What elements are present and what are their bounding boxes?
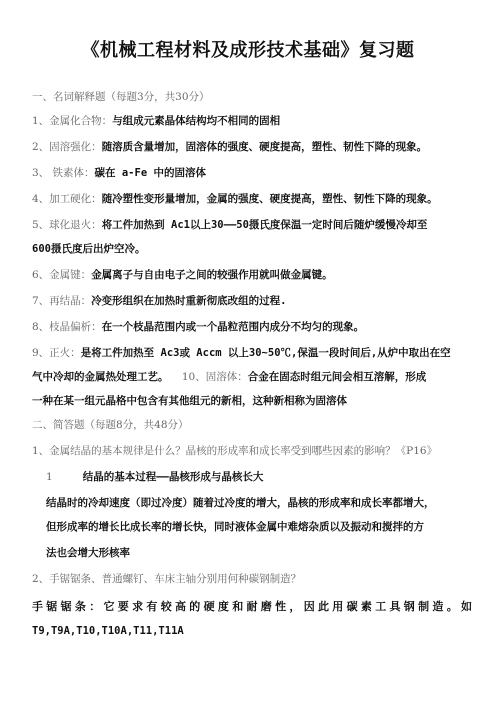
- section-heading-short-answer: 二、简答题（每题8分，共48分）: [32, 419, 189, 431]
- answer-1-heading: [32, 470, 472, 484]
- question-2: 2、手锯锯条、普通螺钉、车床主轴分别用何种碳钢制造？: [32, 573, 302, 585]
- definition-label: 9、正火：: [32, 347, 81, 359]
- definition-text: 与组成元素晶体结构均不相同的固相: [112, 115, 281, 127]
- definition-text: 合金在固态时组元间会相互溶解，形成: [247, 371, 427, 383]
- definition-item: [32, 140, 472, 154]
- definition-text: 冷变形组织在加热时重新彻底改组的过程.: [91, 295, 287, 307]
- definition-label: 2、固溶强化：: [32, 141, 102, 153]
- definition-text: 随冷塑性变形量增加，金属的强度、硬度提高，塑性、韧性下降的现象。: [101, 193, 438, 205]
- definition-label: 6、金属键：: [32, 269, 92, 281]
- definition-label: 10、固溶体：: [181, 371, 248, 383]
- definition-text-cont: 气中冷却的金属热处理工艺。: [32, 371, 169, 383]
- answer-2-text: T9,T9A,T10,T10A,T11,T11A: [32, 625, 184, 637]
- definition-item: [32, 294, 472, 308]
- answer-number: 1: [46, 471, 53, 483]
- definition-label: 1、金属化合物：: [32, 115, 113, 127]
- document-title: 《机械工程材料及成形技术基础》复习题: [81, 40, 415, 61]
- answer-1-head-text: 结晶的基本过程——晶核形成与晶核长大: [82, 471, 264, 483]
- answer-1-line: [46, 496, 472, 510]
- answer-2-text: 手锯锯条：它要求有较高的硬度和耐磨性，因此用碳素工具钢制造。如: [32, 600, 472, 613]
- definition-label: 3、 铁素体：: [32, 167, 95, 179]
- definition-continuation: [32, 242, 472, 256]
- answer-2-line: [32, 600, 472, 614]
- definition-text: 在一个枝晶范围内或一个晶粒范围内成分不均匀的现象。: [101, 321, 365, 333]
- definition-continuation: [32, 394, 472, 408]
- answer-1-line: [46, 520, 472, 534]
- definition-text: 碳在 a-Fe 中的固溶体: [94, 167, 206, 179]
- definition-text: 随溶质含量增加，固溶体的强度、硬度提高，塑性、韧性下降的现象。: [101, 141, 428, 153]
- answer-1-line: [46, 546, 472, 560]
- definition-item: [32, 166, 472, 180]
- definition-text-cont: 600摄氏度后出炉空冷。: [32, 243, 146, 255]
- answer-1-text: 但形成率的增长比成长率的增长快，同时液体金属中难熔杂质以及振动和搅拌的方: [46, 521, 424, 533]
- section-heading-definitions: 一、名词解释题（每题3分，共30分）: [32, 91, 210, 103]
- definition-continuation: [32, 370, 472, 384]
- definition-label: 8、枝晶偏析：: [32, 321, 102, 333]
- definition-item: [32, 268, 472, 282]
- definition-item: [32, 320, 472, 334]
- question-1: 1、金属结晶的基本规律是什么？晶核的形成率和成长率受到哪些因素的影响？《P16》: [32, 445, 438, 457]
- definition-label: 5、球化退火：: [32, 219, 102, 231]
- definition-item: [32, 114, 472, 128]
- answer-1-text: 结晶时的冷却速度（即过冷度）随着过冷度的增大，晶核的形成率和成长率都增大，: [46, 497, 435, 509]
- definition-label: 7、再结晶：: [32, 295, 92, 307]
- definition-label: 4、加工硬化：: [32, 193, 102, 205]
- definition-item: [32, 218, 472, 232]
- definition-text: 是将工件加热至 Ac3或 Accm 以上30~50℃,保温一段时间后,从炉中取出在空: [80, 347, 451, 359]
- definition-item: [32, 346, 472, 360]
- definition-text-cont: 一种在某一组元晶格中包含有其他组元的新相，这种新相称为固溶体: [32, 395, 347, 407]
- answer-2-line: [32, 624, 472, 638]
- answer-1-text: 法也会增大形核率: [46, 547, 130, 559]
- definition-item: [32, 192, 472, 206]
- definition-text: 将工件加热到 Ac1以上30——50摄氏度保温一定时间后随炉缓慢冷却至: [101, 219, 428, 231]
- definition-text: 金属离子与自由电子之间的较强作用就叫做金属键。: [91, 269, 333, 281]
